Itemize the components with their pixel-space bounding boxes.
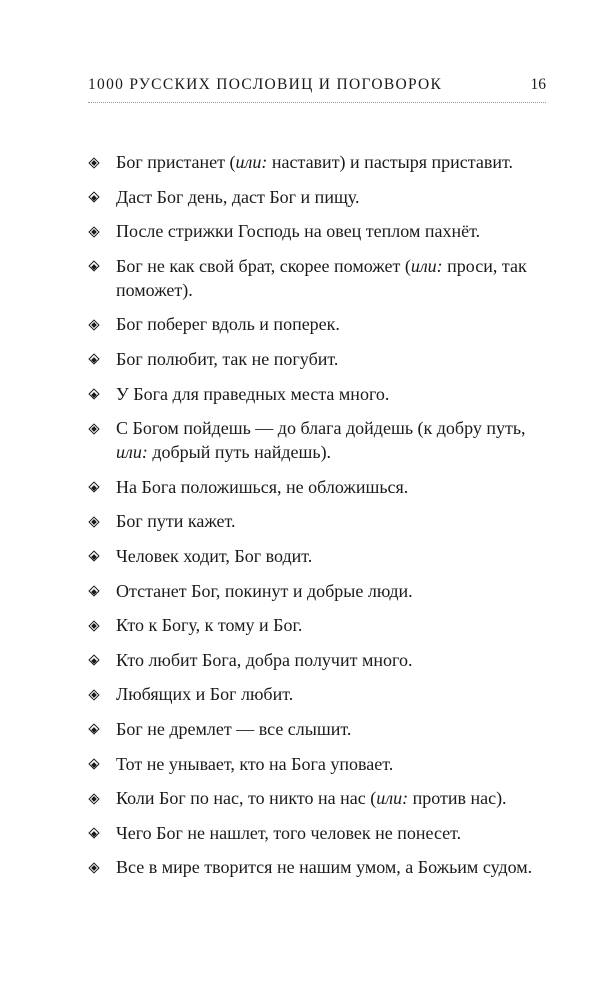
proverb-text — [116, 314, 340, 334]
diamond-bullet-icon — [88, 551, 100, 563]
proverb-item — [84, 579, 554, 603]
proverb-item — [84, 717, 554, 741]
proverb-text-segment: Бог пути кажет. — [116, 511, 236, 532]
proverb-text — [116, 418, 526, 462]
proverb-text-segment: С Богом пойдешь — до блага дойдешь (к добру путь, — [116, 418, 526, 439]
diamond-bullet-icon — [88, 157, 100, 169]
italic-note: или: — [235, 152, 268, 172]
proverb-item — [84, 185, 554, 209]
italic-note: или: — [376, 788, 409, 809]
italic-note: или: — [410, 255, 443, 276]
proverb-text-segment: Кто к Богу, к тому и Бог. — [116, 615, 303, 636]
proverb-list — [84, 150, 554, 890]
proverb-item — [84, 475, 554, 499]
diamond-bullet-icon — [88, 354, 100, 366]
proverb-item — [84, 648, 554, 672]
header-rule — [88, 102, 546, 103]
proverb-text — [116, 187, 360, 207]
proverb-text — [116, 823, 461, 843]
diamond-bullet-icon — [88, 423, 100, 435]
proverb-text — [116, 221, 480, 241]
proverb-item — [84, 682, 554, 706]
proverb-text — [116, 256, 527, 300]
diamond-bullet-icon — [88, 482, 100, 494]
proverb-text-segment: Бог поберег вдоль и поперек. — [116, 314, 340, 335]
diamond-bullet-icon — [88, 724, 100, 736]
proverb-text — [116, 615, 302, 635]
diamond-bullet-icon — [88, 759, 100, 771]
proverb-text-segment: На Бога положишься, не обложишься. — [116, 476, 409, 497]
proverb-text-segment: Человек ходит, Бог водит. — [116, 545, 313, 566]
proverb-text-segment: Коли Бог по нас, то никто на нас ( — [116, 788, 377, 809]
proverb-item — [84, 347, 554, 371]
proverb-text-segment: против нас). — [408, 788, 507, 809]
proverb-text-segment: Бог пристанет ( — [116, 152, 236, 172]
proverb-item — [84, 855, 554, 879]
diamond-bullet-icon — [88, 226, 100, 238]
proverb-text-segment: У Бога для праведных места много. — [116, 383, 390, 404]
diamond-bullet-icon — [88, 319, 100, 331]
proverb-item — [84, 382, 554, 406]
proverb-item — [84, 254, 554, 302]
diamond-bullet-icon — [88, 620, 100, 632]
diamond-bullet-icon — [88, 793, 100, 805]
running-title: 1000 РУССКИХ ПОСЛОВИЦ И ПОГОВОРОК — [88, 76, 443, 93]
proverb-text — [116, 650, 412, 670]
diamond-bullet-icon — [88, 192, 100, 204]
proverb-item — [84, 821, 554, 845]
proverb-item — [84, 312, 554, 336]
proverb-text-segment: Любящих и Бог любит. — [116, 684, 294, 705]
diamond-bullet-icon — [88, 828, 100, 840]
proverb-text-segment: проси, так поможет). — [116, 255, 527, 300]
proverb-text-segment: наставит) и пастыря приставит. — [267, 152, 514, 172]
proverb-text — [116, 384, 389, 404]
proverb-item — [84, 752, 554, 776]
proverb-item — [84, 219, 554, 243]
proverb-item — [84, 416, 554, 464]
proverb-text — [116, 788, 507, 808]
proverb-item — [84, 544, 554, 568]
proverb-text — [116, 349, 338, 369]
diamond-bullet-icon — [88, 655, 100, 667]
proverb-text — [116, 477, 408, 497]
diamond-bullet-icon — [88, 586, 100, 598]
proverb-text-segment: Бог не дремлет — все слышит. — [116, 718, 352, 739]
proverb-item — [84, 150, 554, 174]
proverb-text-segment: Тот не унывает, кто на Бога уповает. — [116, 753, 394, 774]
proverb-text-segment: Бог не как свой брат, скорее поможет ( — [116, 255, 411, 276]
proverb-text — [116, 857, 532, 877]
proverb-text — [116, 546, 312, 566]
proverb-text — [116, 581, 413, 601]
proverb-text-segment: Чего Бог не нашлет, того человек не понесет. — [116, 822, 462, 843]
proverb-text — [116, 754, 393, 774]
proverb-text-segment: Даст Бог день, даст Бог и пищу. — [116, 186, 360, 207]
italic-note: или: — [116, 442, 148, 463]
proverb-text-segment: Все в мире творится не нашим умом, а Божьим судом. — [116, 857, 533, 878]
proverb-text — [116, 511, 236, 531]
page-number: 16 — [530, 76, 546, 93]
proverb-item — [84, 613, 554, 637]
proverb-item — [84, 509, 554, 533]
diamond-bullet-icon — [88, 862, 100, 874]
proverb-item — [84, 786, 554, 810]
page-header — [88, 76, 546, 100]
proverb-text — [116, 152, 513, 172]
proverb-text-segment: Бог полюбит, так не погубит. — [116, 348, 339, 369]
diamond-bullet-icon — [88, 261, 100, 273]
proverb-text — [116, 719, 351, 739]
diamond-bullet-icon — [88, 689, 100, 701]
diamond-bullet-icon — [88, 516, 100, 528]
diamond-bullet-icon — [88, 389, 100, 401]
proverb-text-segment: добрый путь найдешь). — [147, 442, 332, 463]
proverb-text — [116, 684, 293, 704]
proverb-text-segment: Кто любит Бога, добра получит много. — [116, 649, 413, 670]
proverb-text-segment: Отстанет Бог, покинут и добрые люди. — [116, 580, 413, 601]
proverb-text-segment: После стрижки Господь на овец теплом пахнёт. — [116, 221, 481, 242]
